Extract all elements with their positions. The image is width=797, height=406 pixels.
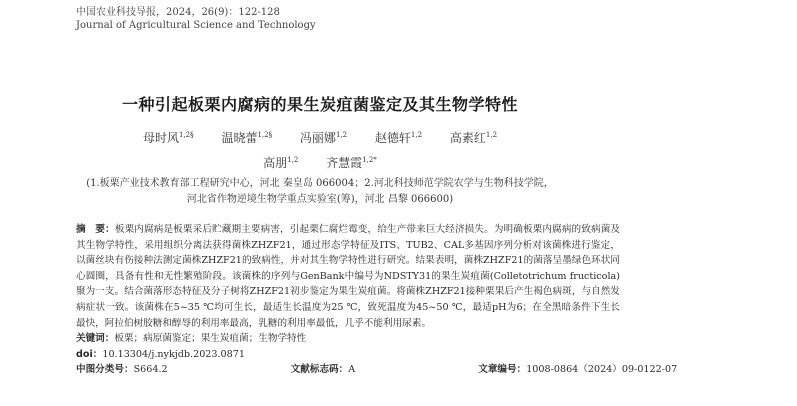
author[interactable]: 赵德轩$^{1,2}$ (374, 131, 423, 145)
author[interactable]: 母时风$^{1,2\S}$ (142, 131, 194, 145)
classification-row (76, 362, 678, 378)
doi (76, 347, 620, 363)
keywords (76, 331, 620, 347)
doc-code: 文献标志码：A (290, 364, 356, 376)
doi-label: doi： (76, 348, 103, 360)
abstract-text: 板栗内腐病是板栗采后贮藏期主要病害，引起栗仁腐烂霉变，给生产带来巨大经济损失。为明确板栗内腐病的致病菌及其生物学特性，采用组织分离法获得菌株ZHZF21，通过形态学特征及ITS、TUB2、CAL多基因序列分析对该菌株进行鉴定，以菌丝块有伤接种法测定菌株ZHZF21的致病性，并对其生物学特性进行研究。结果表明，菌株ZHZF21的菌落呈墨绿色环状同心圆圈，具备有性和无性繁殖阶段。该菌株的序列与GenBank中编号为NDSTY31的果生炭疽菌(Colletotrichum fructicola)聚为一支。结合菌落形态特征及分子树将ZHZF21初步鉴定为果生炭疽菌。将菌株ZHZF21接种栗果后产生褐色病斑，与自然发病症状一致。该菌株在5~35 ℃均可生长，最适生长温度为25 ℃，致死温度为45~50 ℃，最适pH为6；在全黑暗条件下生长最快，阿拉伯树胶糖和醇辱的利用率最高，乳糖的利用率最低，几乎不能利用尿素。 (76, 224, 621, 329)
abstract (76, 222, 620, 331)
author[interactable]: 温晓蕾$^{1,2\S}$ (221, 131, 273, 145)
journal-header (76, 6, 316, 32)
affiliation-line: 河北省作物逆境生物学重点实验室(筹)，河北 昌黎 066600) (186, 194, 454, 205)
affiliation-line: (1.板栗产业技术教育部工程研究中心，河北 秦皇岛 066004；2.河北科技师范学院农学与生物科技学院， (86, 178, 554, 189)
author[interactable]: 冯丽娜$^{1,2}$ (299, 131, 348, 145)
author[interactable]: 高朋$^{1,2}$ (263, 156, 299, 170)
paper-title: 一种引起板栗内腐病的果生炭疽菌鉴定及其生物学特性 (121, 95, 518, 114)
keywords-text: 板栗；病原菌鉴定；果生炭疽菌；生物学特性 (114, 333, 307, 345)
author-list (60, 124, 580, 174)
doi-link[interactable]: 10.13304/j.nykjdb.2023.0871 (102, 348, 245, 360)
author[interactable]: 高素红$^{1,2}$ (449, 131, 498, 145)
clc: 中图分类号：S664.2 (76, 364, 168, 376)
author[interactable]: 齐慧霞$^{1,2*}$ (326, 156, 377, 170)
abstract-block (76, 222, 678, 378)
abstract-label: 摘 要： (76, 224, 115, 235)
keywords-label: 关键词： (76, 333, 115, 345)
affiliations (70, 176, 570, 208)
journal-citation: 中国农业科技导报，2024，26(9)：122-128 (76, 7, 280, 18)
article-number: 文章编号：1008-0864（2024）09-0122-07 (478, 364, 678, 376)
journal-english-name: Journal of Agricultural Science and Technology (76, 20, 316, 31)
